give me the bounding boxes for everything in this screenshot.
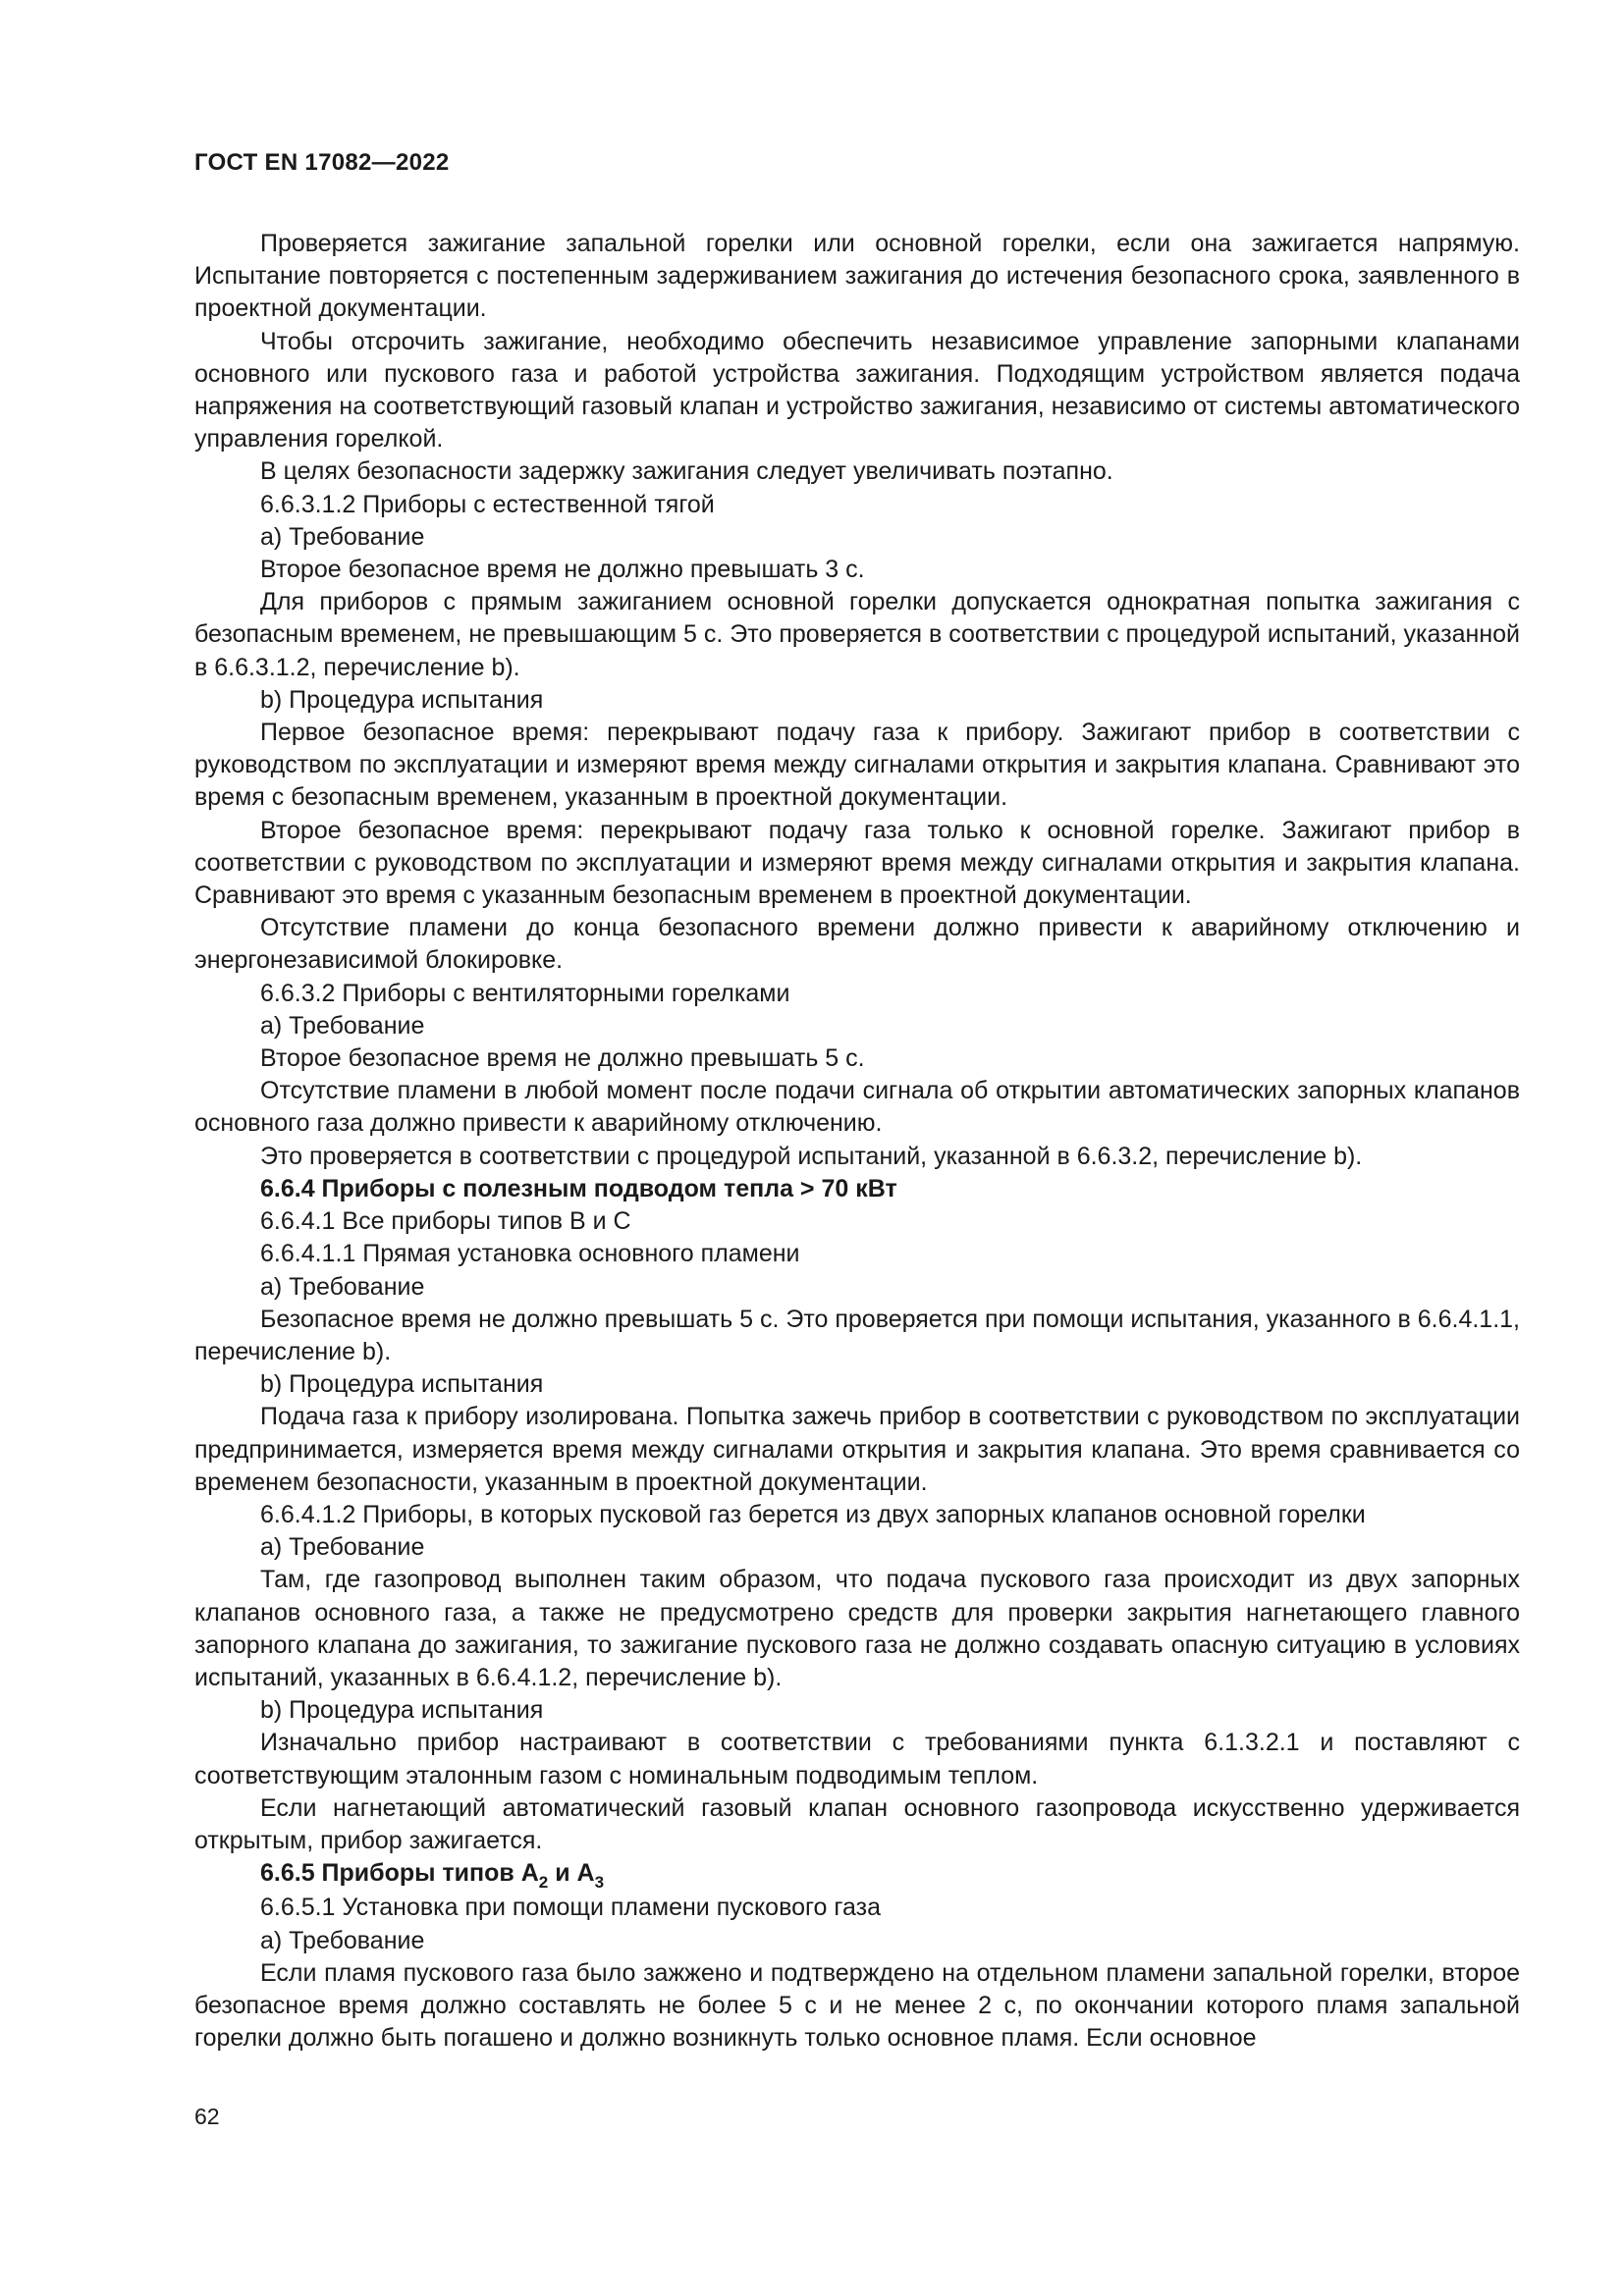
subsection-heading: 6.6.4.1.2 Приборы, в которых пусковой газ берется из двух запорных клапанов основной горелки bbox=[260, 1500, 1366, 1528]
paragraph: Для приборов с прямым зажиганием основной горелки допускается однократная попытка зажигания с безопасным временем, не превышающим 5 с. Это проверяется в соответствии с процедурой испытаний, указанной в 6.6.3.1.2, перечисление b). bbox=[194, 588, 1520, 681]
section-heading-665 bbox=[194, 1857, 1520, 1892]
subsection-heading: 6.6.5.1 Установка при помощи пламени пускового газа bbox=[260, 1894, 881, 1922]
paragraph: Проверяется зажигание запальной горелки или основной горелки, если она зажигается напрямую. Испытание повторяется с постепенным задерживанием зажигания до истечения безопасного срока, заявленного в проектной документации. bbox=[194, 230, 1520, 323]
subscript: 2 bbox=[538, 1873, 549, 1893]
item-label: b) Процедура испытания bbox=[260, 1370, 544, 1399]
subsection-heading: 6.6.4.1 Все приборы типов В и С bbox=[260, 1207, 631, 1236]
item-label: а) Требование bbox=[260, 1272, 425, 1301]
paragraph: Второе безопасное время не должно превышать 5 с. bbox=[260, 1044, 865, 1073]
item-label: а) Требование bbox=[260, 1533, 425, 1562]
heading-text: 6.6.5 Приборы типов А bbox=[260, 1859, 539, 1888]
paragraph: В целях безопасности задержку зажигания следует увеличивать поэтапно. bbox=[260, 457, 1113, 486]
item-label: а) Требование bbox=[260, 1011, 425, 1040]
paragraph: Это проверяется в соответствии с процедурой испытаний, указанной в 6.6.3.2, перечисление b). bbox=[260, 1142, 1363, 1170]
heading-text: и А bbox=[548, 1859, 595, 1888]
paragraph: Отсутствие пламени до конца безопасного времени должно привести к аварийному отключению и энергонезависимой блокировке. bbox=[194, 914, 1520, 975]
subsection-heading: 6.6.3.1.2 Приборы с естественной тягой bbox=[260, 490, 715, 518]
paragraph: Если пламя пускового газа было зажжено и подтверждено на отдельном пламени запальной горелки, второе безопасное время должно составлять не более 5 с и не менее 2 с, по окончании которого пламя запальной горелки должно быть погашено и должно возникнуть только основное пламя. Если основное bbox=[194, 1958, 1520, 2053]
subscript: 3 bbox=[594, 1873, 605, 1893]
paragraph: Если нагнетающий автоматический газовый клапан основного газопровода искусственно удерживается открытым, прибор зажигается. bbox=[194, 1793, 1520, 1854]
paragraph: Там, где газопровод выполнен таким образом, что подача пускового газа происходит из двух запорных клапанов основного газа, а также не предусмотрено средств для проверки закрытия нагнетающего главного запорного клапана до зажигания, то зажигание пускового газа не должно создавать опасную ситуацию в условиях испытаний, указанных в 6.6.4.1.2, перечисление b). bbox=[194, 1566, 1520, 1691]
paragraph: Второе безопасное время: перекрывают подачу газа только к основной горелке. Зажигают прибор в соответствии с руководством по эксплуатации и измеряют время между сигналами открытия и закрытия клапана. Сравнивают это время с указанным безопасным временем в проектной документации. bbox=[194, 816, 1520, 910]
item-label: b) Процедура испытания bbox=[260, 1696, 544, 1725]
paragraph: Чтобы отсрочить зажигание, необходимо обеспечить независимое управление запорными клапанами основного или пускового газа и работой устройства зажигания. Подходящим устройством является подача напряжения на соответствующий газовый клапан и устройство зажигания, независимо от системы автоматического управления горелкой. bbox=[194, 327, 1520, 454]
paragraph: Изначально прибор настраивают в соответствии с требованиями пункта 6.1.3.2.1 и поставляют с соответствующим эталонным газом с номинальным подводимым теплом. bbox=[194, 1729, 1520, 1789]
paragraph: Подача газа к прибору изолирована. Попытка зажечь прибор в соответствии с руководством по эксплуатации предпринимается, измеряется время между сигналами открытия и закрытия клапана. Это время сравнивается со временем безопасности, указанным в проектной документации. bbox=[194, 1403, 1520, 1496]
page-number: 62 bbox=[194, 2104, 220, 2129]
paragraph: Первое безопасное время: перекрывают подачу газа к прибору. Зажигают прибор в соответствии с руководством по эксплуатации и измеряют время между сигналами открытия и закрытия клапана. Сравнивают это время с безопасным временем, указанным в проектной документации. bbox=[194, 719, 1520, 812]
item-label: b) Процедура испытания bbox=[260, 685, 544, 714]
paragraph: Отсутствие пламени в любой момент после подачи сигнала об открытии автоматических запорных клапанов основного газа должно привести к аварийному отключению. bbox=[194, 1077, 1520, 1138]
paragraph: Второе безопасное время не должно превышать 3 с. bbox=[260, 556, 865, 584]
section-heading: 6.6.4 Приборы с полезным подводом тепла > 70 кВт bbox=[260, 1174, 897, 1202]
paragraph: Безопасное время не должно превышать 5 с. Это проверяется при помощи испытания, указанного в 6.6.4.1.1, перечисление b). bbox=[194, 1305, 1520, 1365]
item-label: а) Требование bbox=[260, 1926, 425, 1954]
document-header: ГОСТ EN 17082—2022 bbox=[194, 149, 450, 176]
subsection-heading: 6.6.3.2 Приборы с вентиляторными горелками bbox=[260, 979, 790, 1007]
subsection-heading: 6.6.4.1.1 Прямая установка основного пламени bbox=[260, 1240, 800, 1268]
document-body bbox=[194, 228, 1520, 2055]
item-label: а) Требование bbox=[260, 522, 425, 551]
